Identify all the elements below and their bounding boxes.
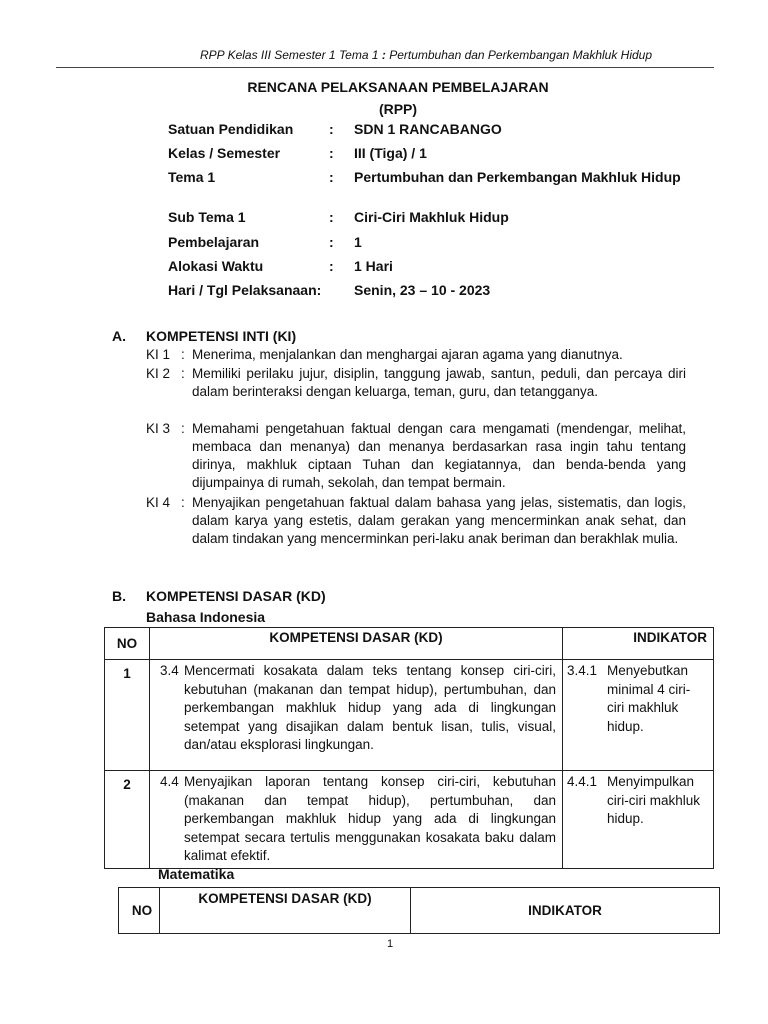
ki-item — [146, 346, 686, 364]
column-header-no: NO — [105, 628, 150, 660]
identity-value: Pertumbuhan dan Perkembangan Makhluk Hidup — [354, 169, 681, 185]
indicator-code: 3.4.1 — [567, 663, 598, 678]
section-title: KOMPETENSI INTI (KI) — [146, 328, 297, 344]
identity-label: Hari / Tgl Pelaksanaan: — [168, 282, 322, 298]
indicator-description — [563, 660, 713, 738]
ki-colon: : — [181, 495, 185, 510]
ki-text: Menyajikan pengetahuan faktual dalam bahasa yang jelas, sistematis, dan logis, dalam karya yang estetis, dalam gerakan yang mencerminkan anak sehat, dan dalam tindakan yang mencerminkan peri-laku anak beriman dan berakhlak mulia. — [192, 495, 686, 546]
indicator-cell — [563, 660, 714, 771]
identity-colon: : — [329, 169, 334, 185]
kd-cell — [150, 660, 563, 771]
ki-colon: : — [181, 347, 185, 362]
section-letter: B. — [112, 588, 126, 604]
ki-label: KI 4 — [146, 495, 171, 510]
identity-colon: : — [329, 258, 334, 274]
section-title: KOMPETENSI DASAR (KD) — [146, 588, 326, 604]
identity-value: SDN 1 RANCABANGO — [354, 121, 502, 137]
subject-heading-matematika: Matematika — [158, 866, 235, 882]
column-header-no: NO — [119, 888, 160, 934]
kd-code: 4.4 — [160, 774, 179, 789]
identity-value: Ciri-Ciri Makhluk Hidup — [354, 209, 509, 225]
kd-description — [150, 660, 562, 757]
identity-label: Satuan Pendidikan — [168, 121, 294, 137]
identity-label: Tema 1 — [168, 169, 216, 185]
identity-colon: : — [329, 234, 334, 250]
running-header-title: Pertumbuhan dan Perkembangan Makhluk Hidup — [385, 48, 653, 62]
kd-cell — [150, 771, 563, 869]
ki-item — [146, 420, 686, 492]
indicator-cell — [563, 771, 714, 869]
identity-colon: : — [329, 209, 334, 225]
identity-value: 1 — [354, 234, 362, 250]
identity-value: III (Tiga) / 1 — [354, 145, 427, 161]
table-row — [105, 771, 714, 869]
ki-item — [146, 365, 686, 401]
kd-code: 3.4 — [160, 663, 179, 678]
column-header-indikator: INDIKATOR — [411, 888, 720, 934]
running-header-separator: : — [381, 48, 386, 62]
kd-description — [150, 771, 562, 868]
identity-value: 1 Hari — [354, 258, 393, 274]
ki-label: KI 3 — [146, 421, 171, 436]
column-header-indikator: INDIKATOR — [563, 628, 714, 660]
table-row — [105, 660, 714, 771]
ki-colon: : — [181, 366, 185, 381]
kd-text: Mencermati kosakata dalam teks tentang konsep ciri-ciri, kebutuhan (makanan dan tempat hidup), pertumbuhan, dan perkembangan makhluk hidup yang ada di lingkungan setempat yang disajikan dalam bentuk lisan, tulis, visual, dan/atau eksplorasi lingkungan. — [184, 663, 556, 752]
identity-label: Kelas / Semester — [168, 145, 281, 161]
indicator-text: Menyebutkan minimal 4 ciri-ciri makhluk hidup. — [607, 663, 691, 734]
ki-label: KI 1 — [146, 347, 171, 362]
ki-text: Memahami pengetahuan faktual dengan cara mengamati (mendengar, melihat, membaca dan menanya) dan menanya berdasarkan rasa ingin tahu tentang dirinya, makhluk ciptaan Tuhan dan kegiatannya, dan benda-benda yang dijumpainya di rumah, sekolah, dan tempat bermain. — [192, 421, 686, 490]
identity-label: Sub Tema 1 — [168, 209, 246, 225]
kd-text: Menyajikan laporan tentang konsep ciri-ciri, kebutuhan (makanan dan tempat hidup), pertumbuhan, dan perkembangan makhluk hidup yang ada di lingkungan setempat secara tertulis menggunakan kosakata baku dalam kalimat efektif. — [184, 774, 556, 863]
kd-table-bahasa-indonesia — [104, 627, 714, 869]
identity-label: Pembelajaran — [168, 234, 260, 250]
page-number: 1 — [386, 938, 394, 950]
ki-label: KI 2 — [146, 366, 171, 381]
ki-item — [146, 494, 686, 548]
column-header-kd: KOMPETENSI DASAR (KD) — [150, 628, 563, 660]
row-number: 1 — [105, 660, 150, 771]
running-header-prefix: RPP Kelas III Semester 1 Tema 1 — [200, 48, 382, 62]
column-header-kd: KOMPETENSI DASAR (KD) — [160, 888, 411, 934]
document-subtitle: (RPP) — [378, 101, 418, 117]
table-header-row — [119, 888, 720, 934]
subject-heading-bahasa-indonesia: Bahasa Indonesia — [146, 609, 266, 625]
indicator-code: 4.4.1 — [567, 774, 598, 789]
identity-label: Alokasi Waktu — [168, 258, 264, 274]
section-letter: A. — [112, 328, 126, 344]
running-header — [200, 48, 700, 62]
identity-value: Senin, 23 – 10 - 2023 — [354, 282, 491, 298]
document-title: RENCANA PELAKSANAAN PEMBELAJARAN — [247, 79, 549, 95]
identity-colon: : — [329, 121, 334, 137]
indicator-description — [563, 771, 713, 831]
identity-colon: : — [329, 145, 334, 161]
ki-text: Menerima, menjalankan dan menghargai ajaran agama yang dianutnya. — [192, 347, 623, 362]
kd-table-matematika — [118, 887, 720, 934]
header-rule — [56, 67, 714, 68]
ki-colon: : — [181, 421, 185, 436]
indicator-text: Menyimpulkan ciri-ciri makhluk hidup. — [607, 774, 701, 826]
table-header-row — [105, 628, 714, 660]
ki-text: Memiliki perilaku jujur, disiplin, tanggung jawab, santun, peduli, dan percaya diri dalam berinteraksi dengan keluarga, teman, guru, dan tetangganya. — [192, 366, 686, 399]
row-number: 2 — [105, 771, 150, 869]
